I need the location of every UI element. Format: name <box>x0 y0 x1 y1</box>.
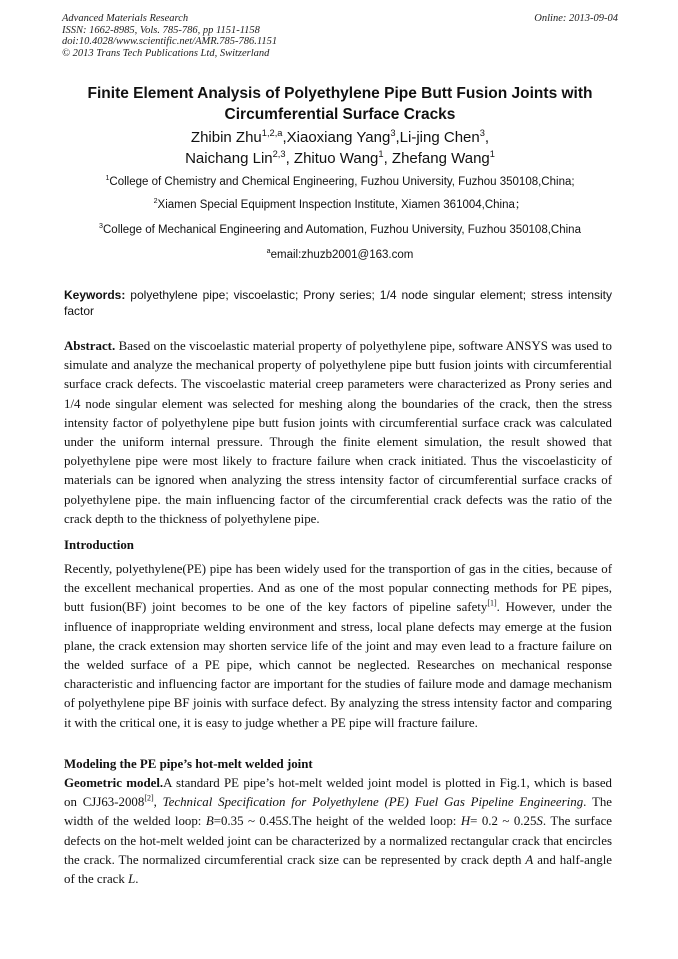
introduction-paragraph <box>64 560 612 733</box>
affiliation-mark: 1 <box>105 174 110 183</box>
model-text: =0.35 ~ 0.45 <box>213 814 282 829</box>
author-affiliation-mark: 1,2,a <box>261 128 283 138</box>
author-affiliation-mark: 2,3 <box>272 149 286 159</box>
variable-a: A <box>525 852 534 867</box>
geometric-model-label: Geometric model. <box>64 776 164 790</box>
author-affiliation-mark: 1 <box>489 149 495 159</box>
section-heading-introduction: Introduction <box>64 538 134 552</box>
keywords-text: polyethylene pipe; viscoelastic; Prony series; 1/4 node singular element; stress intensity factor <box>64 288 612 318</box>
email-mark: a <box>266 247 271 256</box>
email-text: email:zhuzb2001@163.com <box>270 249 414 261</box>
author-line-2 <box>62 148 618 169</box>
author-name: Naichang Lin <box>185 150 273 167</box>
keywords <box>64 287 612 319</box>
author-affiliation-mark: 3 <box>479 128 485 138</box>
author-list <box>62 127 618 169</box>
affiliation-mark: 3 <box>99 222 103 231</box>
copyright-line: © 2013 Trans Tech Publications Ltd, Switzerland <box>62 47 270 59</box>
journal-header <box>62 13 618 59</box>
variable-h: H <box>460 814 471 829</box>
model-text: and half-angle of the crack <box>64 852 612 887</box>
doi-line: doi:10.4028/www.scientific.net/AMR.785-786.1151 <box>62 36 278 48</box>
affiliation-3 <box>40 223 640 237</box>
intro-text: Recently, polyethylene(PE) pipe has been widely used for the transportion of gas in the cities, because of the excellent mechanical properties. And as one of the most popular connecting methods for PE pipes, butt fusion(BF) joint becomes to be one of the key factors of pipeline safety <box>64 562 612 615</box>
affiliation-text: College of Mechanical Engineering and Automation, Fuzhou University, Fuzhou 350108,China <box>103 224 581 236</box>
author-affiliation-mark: 1 <box>378 149 384 159</box>
variable-s: S <box>536 814 543 829</box>
affiliation-text: Xiamen Special Equipment Inspection Institute, Xiamen 361004,China； <box>157 199 527 211</box>
variable-b: B <box>205 814 214 829</box>
keywords-label: Keywords: <box>64 288 126 302</box>
citation-ref: [1] <box>487 599 497 609</box>
author-name: , Zhituo Wang <box>285 150 379 167</box>
model-text: . The surface defects on the hot-melt welded joint can be characterized by a normalized rectangular crack that encircles the crack. The normalized circumferential crack size can be represented by crack depth <box>64 814 613 867</box>
citation-ref: [2] <box>144 793 154 803</box>
author-name: , Zhefang Wang <box>383 150 490 167</box>
corresponding-email <box>40 248 640 262</box>
issn-line: ISSN: 1662-8985, Vols. 785-786, pp 1151-1158 <box>62 24 260 36</box>
author-affiliation-mark: 3 <box>390 128 396 138</box>
model-text: A standard PE pipe’s hot-melt welded joint model is plotted in Fig.1, which is based on CJJ63-2008 <box>64 776 612 810</box>
affiliation-2 <box>40 198 640 212</box>
paper-title <box>62 83 618 125</box>
model-text: = 0.2 ~ 0.25 <box>470 814 537 829</box>
journal-name: Advanced Materials Research <box>62 13 189 24</box>
geometric-model-paragraph <box>64 774 612 889</box>
model-text: , <box>153 795 163 810</box>
title-line-1: Finite Element Analysis of Polyethylene Pipe Butt Fusion Joints with <box>87 85 593 102</box>
abstract-text: Based on the viscoelastic material property of polyethylene pipe, software ANSYS was used to simulate and analyze the mechanical property of polyethylene pipe butt fusion joints with circumferential surface crack defects. The viscoelastic material creep parameters were characterized as Prony series and 1/4 node singular element was selected for meshing along the boundaries of the crack, then the stress intensity factor of polyethylene pipe butt fusion joints with circumferential surface crack was calculated under the uniform internal pressure. Through the finite element simulation, the result showed that polyethylene pipe were most likely to fracture failure when crack initiated. Thus the viscoelasticity of materials can be ignored when analyzing the stress intensity factor of circumferential surface cracks of polyethylene pipe. the main influencing factor of the circumferential crack defects was the ratio of the crack depth to the thickness of polyethylene pipe. <box>64 339 612 526</box>
variable-l: L <box>128 872 136 887</box>
affiliation-1 <box>40 175 640 189</box>
author-line-1 <box>62 127 618 148</box>
author-name: ,Li-jing Chen <box>395 129 480 146</box>
title-line-2: Circumferential Surface Cracks <box>224 106 456 123</box>
affiliation-text: College of Chemistry and Chemical Engineering, Fuzhou University, Fuzhou 350108,China; <box>109 176 575 188</box>
variable-s: S <box>281 814 289 829</box>
author-name: ,Xiaoxiang Yang <box>282 129 391 146</box>
model-text: . <box>135 872 139 887</box>
section-heading-modeling: Modeling the PE pipe’s hot-melt welded joint <box>64 757 313 771</box>
standard-title: Technical Specification for Polyethylene (PE) Fuel Gas Pipeline Engineering <box>162 795 584 810</box>
affiliation-mark: 2 <box>153 197 158 206</box>
model-text: .The height of the welded loop: <box>288 814 461 829</box>
author-name: Zhibin Zhu <box>190 129 262 146</box>
intro-text: . However, under the influence of inappropriate welding environment and stress, local plane defects may emerge at the fusion plane, the crack extension may shorten service life of the joint and may even lead to a fracture failure on the welded surface of a PE pipe, which cannot be neglected. Researches on mechanical response characteristic and influencing factor are important for the studies of failure mode and damage mechanism of polyethylene pipe BF joinis with surface defect. By analyzing the stress intensity factor and comparing it with the critical one, it is easy to judge whether a PE pipe will fracture failure. <box>64 600 612 730</box>
abstract-label: Abstract. <box>64 339 116 353</box>
abstract <box>64 337 612 529</box>
author-separator: , <box>484 129 490 146</box>
model-text: . The width of the welded loop: <box>64 795 612 829</box>
online-date: Online: 2013-09-04 <box>534 13 618 24</box>
